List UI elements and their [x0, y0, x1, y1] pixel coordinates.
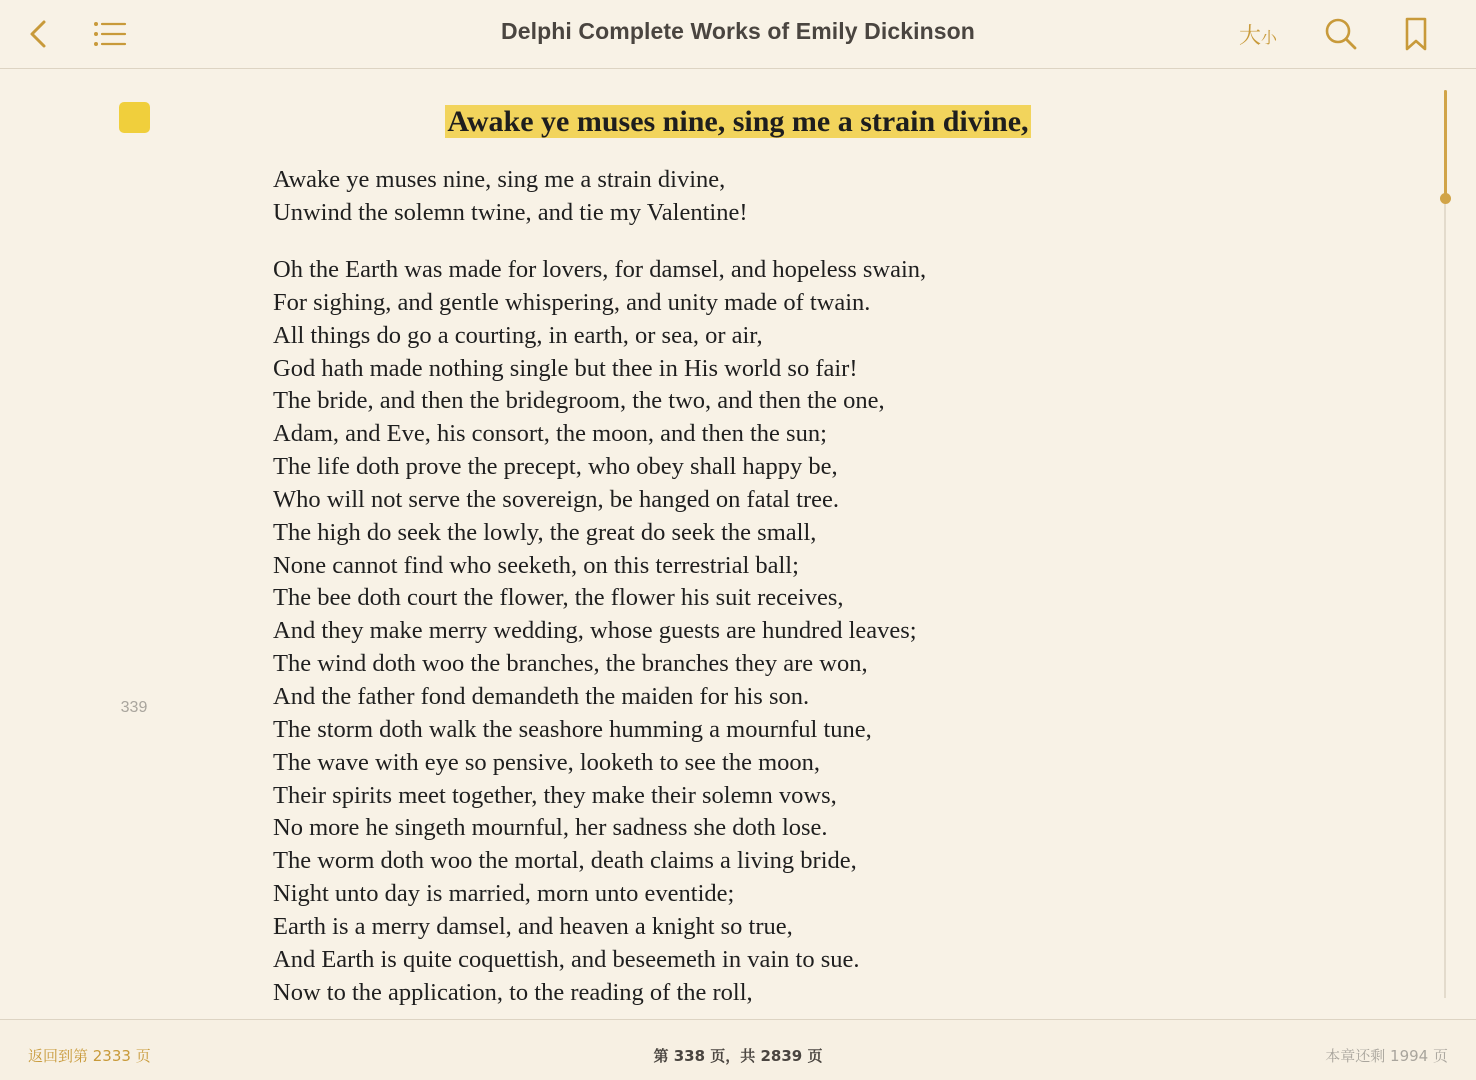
highlight-note-marker[interactable]: [119, 102, 150, 133]
poem-line: Awake ye muses nine, sing me a strain divine,: [273, 166, 726, 193]
poem-line: Their spirits meet together, they make their solemn vows,: [273, 781, 837, 809]
scroll-thumb[interactable]: [1444, 90, 1447, 198]
poem-line: Earth is a merry damsel, and heaven a knight so true,: [273, 912, 793, 940]
poem-line: The bride, and then the bridegroom, the two, and then the one,: [273, 387, 885, 415]
poem-line: None cannot find who seeketh, on this terrestrial ball;: [273, 551, 799, 579]
font-size-label: [1239, 19, 1277, 50]
poem-line: And they make merry wedding, whose guests are hundred leaves;: [273, 617, 917, 645]
font-size-button[interactable]: [1230, 14, 1286, 54]
poem-line: Who will not serve the sovereign, be hanged on fatal tree.: [273, 485, 840, 513]
font-size-small-glyph: 小: [1261, 27, 1278, 47]
poem-line: The storm doth walk the seashore humming a mournful tune,: [273, 715, 872, 743]
page-number: 339: [120, 699, 148, 716]
poem-line: The bee doth court the flower, the flower his suit receives,: [273, 584, 844, 612]
top-toolbar: [0, 0, 1476, 69]
poem-line: And Earth is quite coquettish, and beseemeth in vain to sue.: [273, 945, 860, 973]
chevron-left-icon: [26, 18, 50, 50]
poem-line: The wave with eye so pensive, looketh to see the moon,: [273, 748, 821, 776]
poem-line: The high do seek the lowly, the great do seek the small,: [273, 518, 817, 546]
scroll-position-dot[interactable]: [1440, 193, 1451, 204]
list-icon: [93, 21, 127, 47]
poem-line: All things do go a courting, in earth, or sea, or air,: [273, 321, 763, 349]
poem-line: Unwind the solemn twine, and tie my Valentine!: [273, 198, 748, 226]
poem-line: Oh the Earth was made for lovers, for damsel, and hopeless swain,: [273, 256, 927, 283]
highlighted-heading-text[interactable]: Awake ye muses nine, sing me a strain divine,: [447, 105, 1029, 138]
poem-line: Now to the application, to the reading of the roll,: [273, 978, 753, 1006]
bottom-status-bar: [0, 1019, 1476, 1080]
bookmark-icon: [1403, 16, 1429, 52]
reading-pane[interactable]: [0, 69, 1476, 1019]
font-size-big-glyph: 大: [1238, 23, 1261, 49]
poem-line: Adam, and Eve, his consort, the moon, and then the sun;: [273, 420, 827, 448]
poem-line: The wind doth woo the branches, the branches they are won,: [273, 650, 868, 678]
stanza-2: [273, 254, 926, 1009]
poem-line: The worm doth woo the mortal, death claims a living bride,: [273, 847, 857, 875]
chapter-pages-remaining: 本章还剩 1994 页: [1325, 1047, 1448, 1065]
poem-line: No more he singeth mournful, her sadness she doth lose.: [273, 814, 828, 842]
book-title: Delphi Complete Works of Emily Dickinson: [501, 18, 975, 44]
poem-line: Night unto day is married, morn unto eventide;: [273, 880, 735, 908]
back-button[interactable]: [20, 14, 56, 54]
poem-line: For sighing, and gentle whispering, and unity made of twain.: [273, 288, 871, 316]
poem-line: God hath made nothing single but thee in His world so fair!: [273, 354, 858, 382]
stanza-1: [273, 164, 747, 230]
return-to-page-link[interactable]: 返回到第 2333 页: [28, 1047, 151, 1065]
poem-line: The life doth prove the precept, who obey shall happy be,: [273, 453, 838, 481]
search-button[interactable]: [1320, 14, 1362, 54]
scroll-track[interactable]: [1444, 90, 1446, 998]
poem-line: And the father fond demandeth the maiden for his son.: [273, 682, 810, 710]
bookmark-button[interactable]: [1398, 14, 1434, 54]
search-icon: [1324, 17, 1358, 51]
poem-heading[interactable]: [0, 102, 1476, 142]
table-of-contents-button[interactable]: [88, 14, 132, 54]
page-count: 第 338 页，共 2839 页: [653, 1047, 823, 1065]
